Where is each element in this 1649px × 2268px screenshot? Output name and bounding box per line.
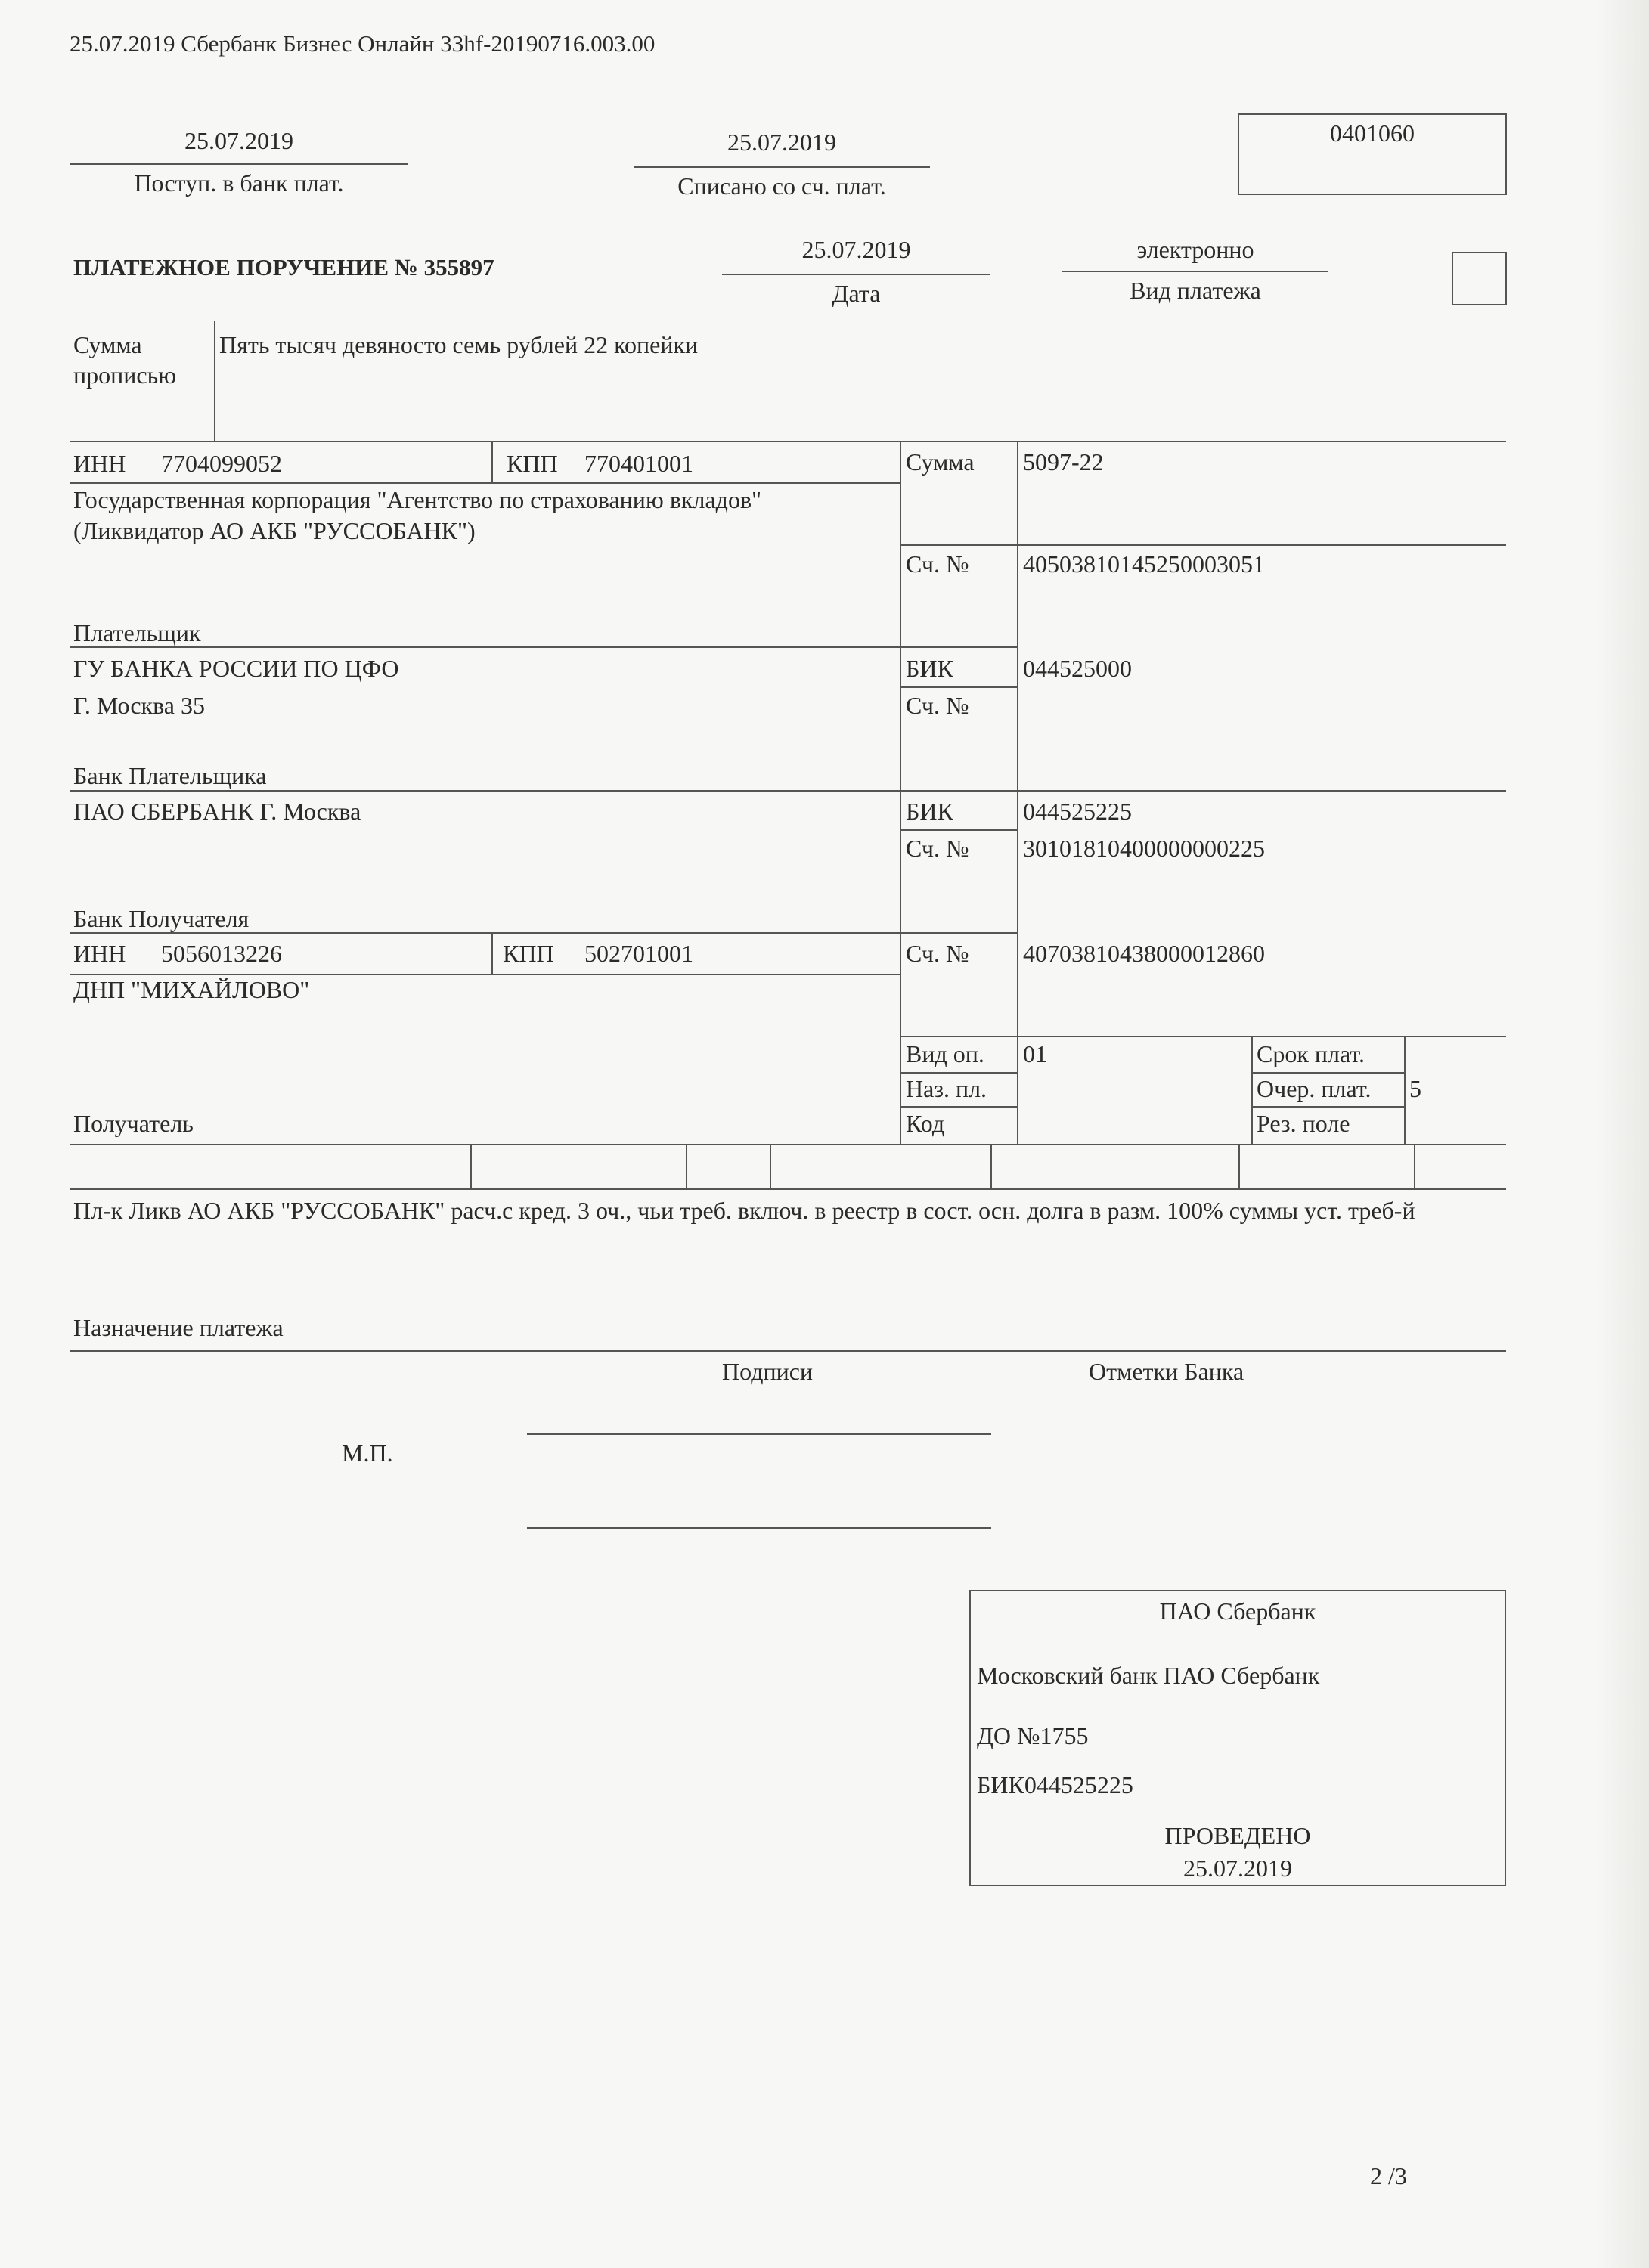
- payer-inn-kpp-divider: [491, 441, 493, 482]
- payer-name-2: (Ликвидатор АО АКБ "РУССОБАНК"): [73, 517, 476, 544]
- signature-line-2: [527, 1527, 991, 1529]
- recipient-bank-acc-label: Сч. №: [906, 835, 969, 862]
- term-col-divider: [1251, 1036, 1253, 1144]
- purpose-bottom-line: [70, 1350, 1506, 1352]
- payer-bank-bottom-line: [70, 790, 1506, 792]
- payment-type-label: Вид платежа: [1130, 277, 1261, 304]
- purpose-text: Пл-к Ликв АО АКБ "РУССОБАНК" расч.с кред. 3 оч., чьи треб. включ. в реестр в сост. осн. долга в разм. 100% суммы уст. треб-й: [73, 1197, 1415, 1224]
- recipient-acc: 40703810438000012860: [1023, 940, 1265, 967]
- payer-bank-city: Г. Москва 35: [73, 692, 205, 719]
- payer-sum-line: [900, 544, 1506, 546]
- recipient-inn-row-line: [70, 974, 900, 975]
- reserve-label: Рез. поле: [1257, 1110, 1350, 1137]
- form-code-box: [1238, 113, 1507, 195]
- document-header: 25.07.2019 Сбербанк Бизнес Онлайн 33hf-20190716.003.00: [70, 30, 656, 57]
- payer-bank-name: ГУ БАНКА РОССИИ ПО ЦФО: [73, 655, 399, 682]
- amount-words-value: Пять тысяч девяносто семь рублей 22 копейки: [219, 331, 699, 358]
- op-type-label: Вид оп.: [906, 1040, 984, 1067]
- recipient-inn: 5056013226: [161, 940, 282, 967]
- recipient-bank-acc: 30101810400000000225: [1023, 835, 1265, 862]
- recipient-bank-name: ПАО СБЕРБАНК Г. Москва: [73, 798, 361, 825]
- form-code: 0401060: [1330, 119, 1415, 147]
- priority-line: [1251, 1106, 1404, 1108]
- scan-edge-shadow: [1596, 0, 1649, 2268]
- grid-line-payer-top: [70, 441, 1506, 442]
- payer-acc-label: Сч. №: [906, 550, 969, 578]
- payer-bank-bik: 044525000: [1023, 655, 1132, 682]
- bank-stamp-status: ПРОВЕДЕНО: [1164, 1822, 1311, 1849]
- bank-stamp-line-4: БИК044525225: [977, 1771, 1133, 1799]
- payer-inn-label: ИНН: [73, 450, 126, 477]
- op-type-line: [900, 1072, 1017, 1074]
- recipient-inn-kpp-divider: [491, 932, 493, 974]
- debited-date-line: [634, 166, 930, 168]
- recipient-label: Получатель: [73, 1110, 194, 1137]
- tax-row-top-line: [70, 1144, 1506, 1145]
- priority-label: Очер. плат.: [1257, 1075, 1372, 1102]
- payer-inn: 7704099052: [161, 450, 282, 477]
- payer-name-1: Государственная корпорация "Агентство по страхованию вкладов": [73, 486, 762, 513]
- bank-stamp-box: [969, 1590, 1506, 1886]
- order-date: 25.07.2019: [801, 236, 911, 263]
- received-date: 25.07.2019: [184, 127, 293, 154]
- purpose-label: Назначение платежа: [73, 1314, 284, 1341]
- payer-sum: 5097-22: [1023, 448, 1104, 476]
- bank-stamp-line-1: ПАО Сбербанк: [1159, 1597, 1316, 1625]
- grid-vline-label-col: [900, 441, 901, 1144]
- tax-cell-divider-6: [1414, 1144, 1415, 1188]
- amount-words-divider: [214, 321, 215, 441]
- recipient-bank-bottom-line: [70, 932, 1017, 934]
- amount-words-label-1: Сумма: [73, 331, 142, 358]
- payer-bank-label: Банк Плательщика: [73, 762, 267, 789]
- purpose-code-label: Наз. пл.: [906, 1075, 987, 1102]
- payer-kpp: 770401001: [584, 450, 693, 477]
- signatures-label: Подписи: [722, 1358, 814, 1385]
- term-label: Срок плат.: [1257, 1040, 1365, 1067]
- field-101-box: [1452, 252, 1507, 305]
- bank-stamp-line-3: ДО №1755: [977, 1722, 1089, 1749]
- payer-label: Плательщик: [73, 619, 201, 646]
- term-line: [1251, 1072, 1404, 1074]
- bank-marks-label: Отметки Банка: [1089, 1358, 1244, 1385]
- tax-cell-divider-2: [686, 1144, 687, 1188]
- recipient-acc-line: [900, 1036, 1506, 1037]
- payer-kpp-label: КПП: [507, 450, 558, 477]
- page-number: 2 /3: [1370, 2162, 1407, 2189]
- priority: 5: [1409, 1075, 1421, 1102]
- payer-bank-bik-label: БИК: [906, 655, 953, 682]
- received-date-line: [70, 163, 408, 165]
- purpose-code-line: [900, 1106, 1017, 1108]
- payment-type-line: [1062, 271, 1328, 272]
- recipient-bank-bik-line: [900, 829, 1017, 831]
- tax-cell-divider-5: [1238, 1144, 1240, 1188]
- grid-vline-value-col: [1017, 441, 1018, 1144]
- recipient-name: ДНП "МИХАЙЛОВО": [73, 976, 310, 1003]
- stamp-place: М.П.: [342, 1439, 393, 1467]
- payer-bank-acc-label: Сч. №: [906, 692, 969, 719]
- recipient-kpp-label: КПП: [503, 940, 554, 967]
- recipient-bank-label: Банк Получателя: [73, 905, 250, 932]
- order-date-label: Дата: [832, 280, 881, 307]
- amount-words-label-2: прописью: [73, 361, 177, 389]
- tax-cell-divider-4: [990, 1144, 992, 1188]
- order-date-line: [722, 274, 990, 275]
- priority-col-divider: [1404, 1036, 1406, 1144]
- payer-bottom-line: [70, 646, 1017, 648]
- recipient-bank-bik: 044525225: [1023, 798, 1132, 825]
- debited-date: 25.07.2019: [727, 129, 836, 156]
- payer-bank-bik-line: [900, 686, 1017, 688]
- signature-line-1: [527, 1433, 991, 1435]
- payer-acc: 40503810145250003051: [1023, 550, 1265, 578]
- op-type: 01: [1023, 1040, 1047, 1067]
- payment-type: электронно: [1136, 236, 1254, 263]
- order-title: ПЛАТЕЖНОЕ ПОРУЧЕНИЕ № 355897: [73, 254, 494, 280]
- code-label: Код: [906, 1110, 945, 1137]
- bank-stamp-line-2: Московский банк ПАО Сбербанк: [977, 1662, 1320, 1689]
- tax-cell-divider-3: [770, 1144, 771, 1188]
- debited-label: Списано со сч. плат.: [677, 172, 886, 200]
- received-label: Поступ. в банк плат.: [134, 169, 344, 197]
- payer-inn-row-line: [70, 482, 900, 484]
- recipient-acc-label: Сч. №: [906, 940, 969, 967]
- recipient-inn-label: ИНН: [73, 940, 126, 967]
- tax-row-bottom-line: [70, 1188, 1506, 1190]
- tax-cell-divider-1: [470, 1144, 472, 1188]
- payer-sum-label: Сумма: [906, 448, 975, 476]
- recipient-kpp: 502701001: [584, 940, 693, 967]
- bank-stamp-date: 25.07.2019: [1183, 1854, 1292, 1882]
- recipient-bank-bik-label: БИК: [906, 798, 953, 825]
